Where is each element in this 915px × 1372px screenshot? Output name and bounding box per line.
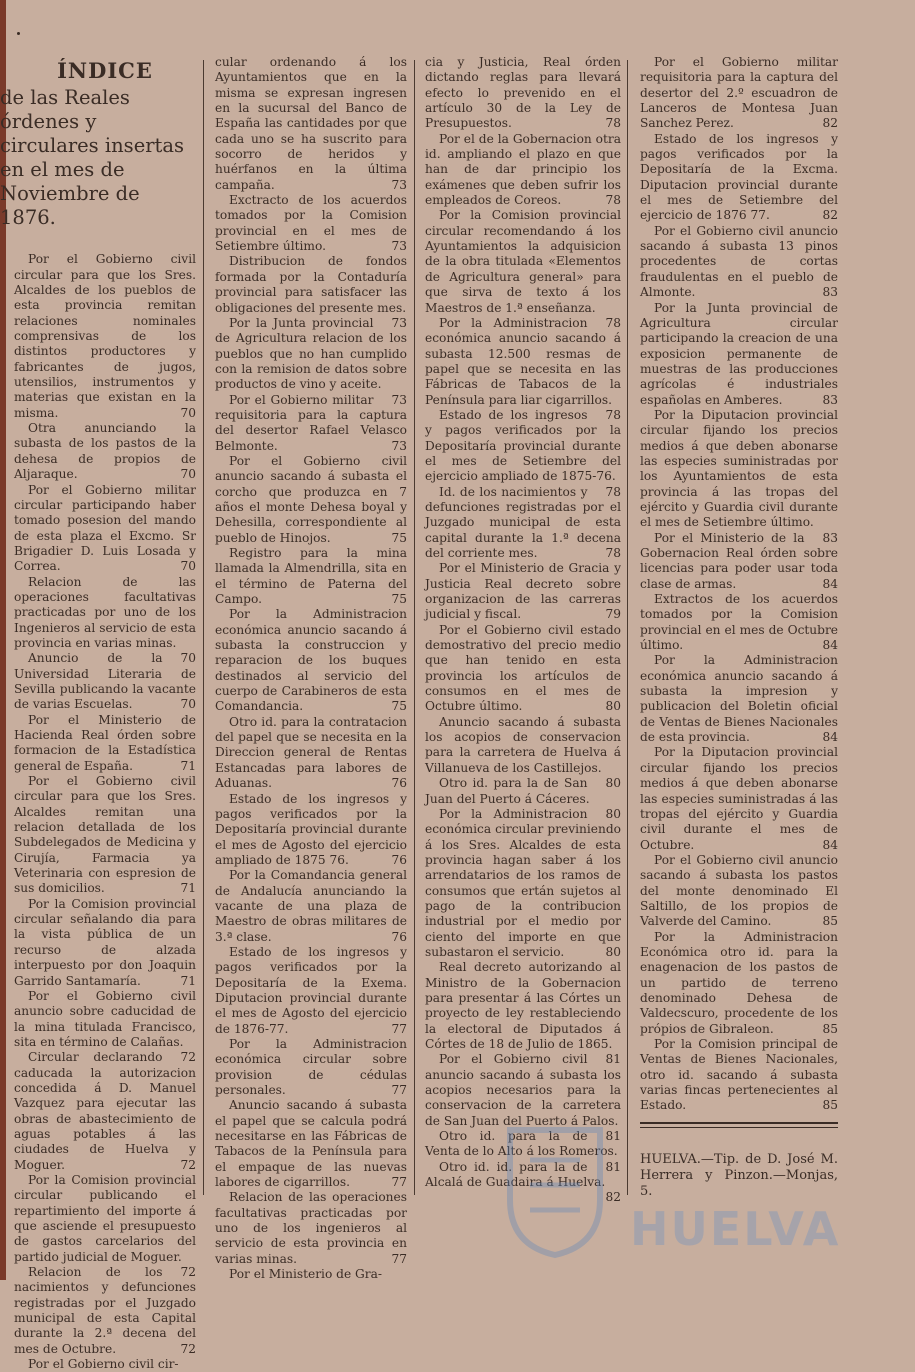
index-entry	[640, 592, 838, 653]
column-rule	[627, 60, 628, 1195]
entry-list	[640, 55, 838, 1114]
entry-text: Id. de los nacimientos y defunciones registradas por el Juzgado municipal de esta capital durante la 1.ª decena del corriente mes.	[425, 484, 621, 560]
index-entry	[14, 1050, 196, 1173]
entry-text: Por la Comision provincial circular señalando dia para la vista pública de un recurso de alzada interpuesto por don Joaquin Garrido Santamaría.	[14, 896, 196, 988]
entry-text: Por el Ministerio de la Gobernacion Real órden sobre licencias para poder usar toda clase de armas.	[640, 530, 838, 591]
index-entry	[215, 1098, 407, 1190]
index-entry	[640, 55, 838, 132]
entry-text: Otro id. para la de San Juan del Puerto á Cáceres.	[425, 776, 590, 806]
index-column-3	[425, 55, 621, 1206]
entry-page-number: 73	[391, 392, 407, 407]
index-entry	[14, 1357, 196, 1372]
entry-text: Por la Comandancia general de Andalucía anunciando la vacante de una plaza de Maestro de obras militares de 3.ª clase.	[215, 868, 407, 944]
entry-page-number: 78	[605, 315, 621, 330]
entry-text: cular ordenando á los Ayuntamientos que en la misma se expresan ingresen en la sucursal del Banco de España las cantidades por que cada uno se ha suscrito para socorro de heridos y huérfanos en la última campaña.	[215, 55, 407, 192]
entry-page-number: 70	[180, 405, 196, 420]
entry-page-number: 84	[822, 576, 838, 591]
entry-list	[215, 55, 407, 1283]
entry-text: cia y Justicia, Real órden dictando reglas para llevará efecto lo prevenido en el artículo 30 de la Ley de Presupuestos.	[425, 55, 621, 131]
entry-page-number: 78	[605, 407, 621, 422]
entry-text: Por la Administracion económica anuncio sacando á subasta la construccion y reparacion de los buques destinados al servicio del cuerpo de Carabineros de esta Comandancia.	[215, 607, 407, 714]
entry-page-number: 70	[180, 697, 196, 712]
entry-page-number: 80	[605, 699, 621, 714]
shield-icon	[500, 1120, 610, 1260]
entry-text: Por la Administracion económica anuncio sacando á subasta 12.500 resmas de papel que se necesita en las Fábricas de Tabacos de la Península para liar cigarrillos.	[425, 315, 621, 407]
index-entry	[14, 713, 196, 774]
index-entry	[215, 254, 407, 330]
index-entry	[640, 407, 838, 545]
entry-text: Estado de los ingresos y pagos verificados por la Depositaría provincial durante el mes de Setiembre del ejercicio ampliado de 1875-76.	[425, 407, 621, 484]
entry-text: Estado de los ingresos y pagos verificados por la Depositaría de la Excma. Diputacion provincial durante el mes de Setiembre del ejercicio de 1876 77.	[640, 131, 838, 223]
index-entry	[215, 607, 407, 714]
entry-text: Anuncio sacando á subasta los acopios de conservacion para la carretera de Huelva á Villanueva de los Castillejos.	[425, 714, 621, 775]
entry-text: Por la Administracion económica circular previniendo á los Sres. Alcaldes de esta provincia hagan saber á los arrendatarios de los ramos de consumos que ertán sujetos al pago de la contribucion industrial por el medio por ciento del importe en que subastaron el servicio.	[425, 806, 621, 959]
entry-text: Por el Gobierno civil anuncio sacando á subasta los pastos del monte denominado El Saltillo, de los propios de Valverde del Camino.	[640, 852, 838, 929]
entry-list	[14, 252, 196, 1372]
entry-page-number: 77	[391, 1251, 407, 1266]
entry-text: Circular declarando caducada la autorizacion concedida á D. Manuel Vazquez para ejecutar las obras de abastecimiento de aguas potables á las ciudades de Huelva y Moguer.	[14, 1050, 196, 1172]
index-entry	[14, 897, 196, 989]
entry-text: Por la Comision provincial circular publicando el repartimiento del importe á que asciende el presupuesto de gastos carcelarios del partido judicial de Moguer.	[14, 1172, 196, 1264]
entry-text: Otra anunciando la subasta de los pastos de la dehesa de propios de Aljaraque.	[14, 421, 196, 482]
entry-page-number: 72	[180, 1050, 196, 1065]
entry-text: Por el Gobierno civil anuncio sacando á subasta 13 pinos procedentes de cortas fraudulentas en el pueblo de Almonte.	[640, 223, 838, 300]
entry-page-number: 83	[822, 392, 838, 407]
entry-page-number: 85	[822, 1021, 838, 1036]
entry-text: Distribucion de fondos formada por la Contaduría provincial para satisfacer las obligaciones del presente mes.	[215, 254, 407, 315]
entry-text: Exctracto de los acuerdos tomados por la Comision provincial en el mes de Setiembre último.	[215, 193, 407, 254]
entry-page-number: 72	[180, 1157, 196, 1172]
entry-page-number: 76	[391, 776, 407, 791]
entry-page-number: 81	[605, 1129, 621, 1144]
index-entry	[640, 930, 838, 1037]
entry-text: Por el Ministerio de Gracia y Justicia Real decreto sobre organizacion de las carreras judicial y fiscal.	[425, 561, 621, 622]
index-entry	[425, 55, 621, 132]
entry-page-number: 83	[822, 530, 838, 545]
index-subtitle: de las Reales órdenes y circulares insertas en el mes de Noviembre de 1876.	[0, 86, 185, 230]
entry-page-number: 75	[391, 592, 407, 607]
entry-page-number: 85	[822, 1098, 838, 1113]
index-entry	[640, 745, 838, 852]
column-rule	[203, 60, 204, 1195]
index-column-2	[215, 55, 407, 1283]
index-entry	[425, 561, 621, 622]
entry-page-number: 81	[605, 1159, 621, 1174]
entry-text: Por el Gobierno civil cir-	[28, 1357, 179, 1372]
index-entry	[215, 454, 407, 546]
entry-page-number: 78	[605, 546, 621, 560]
entry-page-number: 78	[605, 116, 621, 131]
entry-text: Registro para la mina llamada la Almendrilla, sita en el término de Paterna del Campo.	[215, 546, 407, 607]
entry-text: Por el Ministerio de Hacienda Real órden sobre formacion de la Estadística general de España.	[14, 712, 196, 773]
entry-list	[425, 55, 621, 1205]
entry-text: Por la Diputacion provincial circular fijando los precios medios á que deben abonarse las especies suministradas á las tropas del ejército y Guardia civil durante el mes de Octubre.	[640, 745, 838, 852]
entry-page-number: 81	[605, 1052, 621, 1067]
entry-page-number: 73	[391, 438, 407, 453]
entry-page-number: 73	[391, 315, 407, 330]
entry-page-number: 85	[822, 914, 838, 929]
entry-text: Real decreto autorizando al Ministro de la Gobernacion para presentar á las Córtes un proyecto de ley restableciendo la electoral de Diputados á Córtes de 18 de Julio de 1865.	[425, 960, 621, 1051]
index-entry	[215, 1267, 407, 1282]
entry-text: Relacion de los nacimientos y defunciones registradas por el Juzgado municipal de esta Capital durante la 2.ª decena del mes de Octubre.	[14, 1265, 196, 1356]
watermark-text: HUELVA	[630, 1202, 841, 1256]
entry-text: Otro id. para la de Venta de lo Alto á los Romeros.	[425, 1129, 618, 1159]
entry-text: Relacion de las operaciones facultativas practicadas por uno de los ingenieros al servicio de esta provincia en varias minas.	[215, 1190, 407, 1266]
entry-page-number: 76	[391, 852, 407, 867]
entry-page-number: 77	[391, 1175, 407, 1190]
entry-text: Por el Gobierno civil anuncio sacando á subasta los acopios necesarios para la conservacion de la carretera de San Juan del Puerto á Palos.	[425, 1052, 621, 1128]
index-entry	[215, 55, 407, 193]
index-entry	[425, 623, 621, 715]
entry-page-number: 83	[822, 285, 838, 300]
entry-text: Por la Comision principal de Ventas de Bienes Nacionales, otro id. sacando á subasta varias fincas pertenecientes al Estado.	[640, 1037, 838, 1113]
printer-imprint: HUELVA.—Tip. de D. José M. Herrera y Pinzon.—Monjas, 5.	[640, 1151, 838, 1199]
index-entry	[425, 208, 621, 330]
entry-page-number: 73	[391, 239, 407, 254]
entry-page-number: 77	[391, 1021, 407, 1036]
index-entry	[425, 132, 621, 209]
index-entry	[14, 252, 196, 421]
column-rule	[414, 60, 415, 1195]
index-entry	[14, 574, 196, 666]
entry-page-number: 75	[391, 699, 407, 714]
index-entry	[215, 193, 407, 254]
index-entry	[215, 868, 407, 945]
index-entry	[14, 421, 196, 482]
entry-text: Por la Junta provincial de Agricultura relacion de los pueblos que no han cumplido con la remision de datos sobre productos de vino y aceite.	[215, 315, 407, 392]
index-entry	[425, 960, 621, 1067]
entry-text: Relacion de las operaciones facultativas practicadas por uno de los Ingenieros al servicio de esta provincia en varias minas.	[14, 574, 196, 650]
entry-page-number: 80	[605, 806, 621, 821]
entry-text: Por la Junta provincial de Agricultura circular participando la creacion de una exposicion permanente de muestras de las producciones agrícolas é industriales españolas en Amberes.	[640, 300, 838, 407]
entry-page-number: 78	[605, 484, 621, 499]
entry-text: Otro id. id. para la de Alcalá de Guadaira á Huelva.	[425, 1159, 606, 1190]
entry-page-number: 72	[180, 1265, 196, 1280]
index-column-4	[640, 55, 838, 1200]
index-entry	[215, 1037, 407, 1098]
index-entry	[14, 774, 196, 897]
entry-page-number: 71	[180, 758, 196, 773]
ink-dot	[17, 32, 20, 35]
index-title: ÍNDICE	[57, 58, 153, 83]
index-entry	[215, 546, 407, 607]
entry-page-number: 71	[180, 881, 196, 896]
entry-page-number: 84	[822, 730, 838, 745]
entry-text: Por la Administracion Económica otro id. para la enagenacion de los pastos de un partido de terreno denominado Dehesa de Valdecscuro, procedente de los própios de Gibraleon.	[640, 929, 838, 1036]
index-column-1	[0, 55, 196, 1372]
index-entry	[640, 301, 838, 408]
index-entry	[640, 653, 838, 745]
index-entry	[640, 224, 838, 301]
entry-page-number: 77	[391, 1083, 407, 1098]
entry-text: Por el Gobierno civil anuncio sacando á subasta el corcho que produzca en 7 años el monte Dehesa boyal y Dehesilla, correspondiente al pueblo de Hinojos.	[215, 453, 407, 545]
entry-page-number: 79	[605, 607, 621, 622]
index-entry	[215, 792, 407, 869]
entry-page-number: 76	[391, 929, 407, 944]
entry-page-number: 71	[180, 973, 196, 988]
entry-text: Anuncio de la Universidad Literaria de Sevilla publicando la vacante de varias Escuelas.	[14, 651, 196, 712]
entry-page-number: 82	[822, 208, 838, 223]
entry-page-number: 80	[605, 944, 621, 959]
entry-page-number: 73	[391, 177, 407, 192]
entry-page-number: 70	[180, 651, 196, 666]
entry-text: Por el de la Gobernacion otra id. ampliando el plazo en que han de dar principio los exámenes que deben sufrir los empleados de Coreos.	[425, 131, 621, 208]
entry-text: Otro id. para la contratacion del papel que se necesita en la Direccion general de Rentas Estancadas para labores de Aduanas.	[215, 714, 407, 791]
entry-page-number: 72	[180, 1341, 196, 1356]
entry-text: Por la Diputacion provincial circular fijando los precios medios á que deben abonarse las especies suministradas por los Ayuntamientos de esta provincia á las tropas del ejército y Guardia civil durante el mes de Setiembre último.	[640, 407, 838, 530]
entry-text: Por la Administracion económica anuncio sacando á subasta la impresion y publicacion del Boletin oficial de Ventas de Bienes Nacionales de esta provincia.	[640, 653, 838, 745]
entry-text: Por el Gobierno militar requisitoria para la captura del desertor Rafael Velasco Belmonte.	[215, 392, 407, 453]
index-entry	[14, 1172, 196, 1280]
index-entry	[14, 988, 196, 1065]
index-entry	[425, 807, 621, 960]
index-entry	[640, 132, 838, 224]
entry-page-number: 70	[180, 467, 196, 482]
entry-page-number: 80	[605, 776, 621, 791]
index-entry	[640, 853, 838, 930]
entry-text: Estado de los ingresos y pagos verificados por la Depositaría provincial durante el mes de Agosto del ejercicio ampliado de 1875 76.	[215, 791, 407, 867]
entry-text: Estado de los ingresos y pagos verificados por la Depositaría de la Exema. Diputacion provincial durante el mes de Agosto del ejercicio de 1876-77.	[215, 944, 407, 1036]
index-entry	[215, 1190, 407, 1267]
index-entry	[14, 483, 196, 575]
entry-page-number: 78	[605, 193, 621, 208]
entry-text: Por el Gobierno civil estado demostrativo del precio medio que han tenido en esta provincia los artículos de consumos en el mes de Octubre último.	[425, 622, 621, 714]
entry-text: Anuncio sacando á subasta el papel que se calcula podrá necesitarse en las Fábricas de Tabacos de la Península para el empaque de las nuevas labores de cigarrillos.	[215, 1098, 407, 1190]
entry-text: Por la Comision provincial circular recomendando á los Ayuntamientos la adquisicion de la obra titulada «Elementos de Agricultura general» para que sirva de texto á los Maestros de 1.ª enseñanza.	[425, 208, 621, 315]
entry-page-number: 70	[180, 559, 196, 574]
entry-text: Extractos de los acuerdos tomados por la Comision provincial en el mes de Octubre último.	[640, 592, 838, 653]
entry-text: Por el Gobierno civil anuncio sobre caducidad de la mina titulada Francisco, sita en término de Calañas.	[14, 988, 196, 1049]
entry-page-number: 75	[391, 530, 407, 545]
index-entry	[640, 1037, 838, 1114]
index-entry	[215, 945, 407, 1037]
entry-text: Por el Ministerio de Gra-	[229, 1267, 382, 1282]
entry-text: Por el Gobierno civil circular para que los Sres. Alcaldes de los pueblos de esta provincia remitan relaciones nominales comprensivas de los distintos productores y fabricantes de jugos, utensilios, instrumentos y materias que existan en la misma.	[14, 252, 196, 420]
library-watermark	[500, 1120, 840, 1260]
entry-page-number: 84	[822, 837, 838, 852]
entry-text: Por la Administracion económica circular sobre provision de cédulas personales.	[215, 1037, 407, 1098]
entry-text: Por el Gobierno civil circular para que los Sres. Alcaldes remitan una relacion detallada de los Subdelegados de Medicina y Cirujía, Farmacia ya Veterinaria con espresion de sus domicilios.	[14, 774, 196, 896]
index-entry	[215, 715, 407, 792]
entry-page-number: 84	[822, 638, 838, 653]
entry-text: Por el Gobierno militar circular participando haber tomado posesion del mando de esta plaza el Excmo. Sr Brigadier D. Luis Losada y Correa.	[14, 482, 196, 574]
entry-page-number: 82	[822, 116, 838, 131]
entry-page-number: 82	[605, 1190, 621, 1205]
entry-text: Por el Gobierno militar requisitoria para la captura del desertor del 2.º escuadron de Lanceros de Montesa Juan Sanchez Perez.	[640, 55, 838, 131]
